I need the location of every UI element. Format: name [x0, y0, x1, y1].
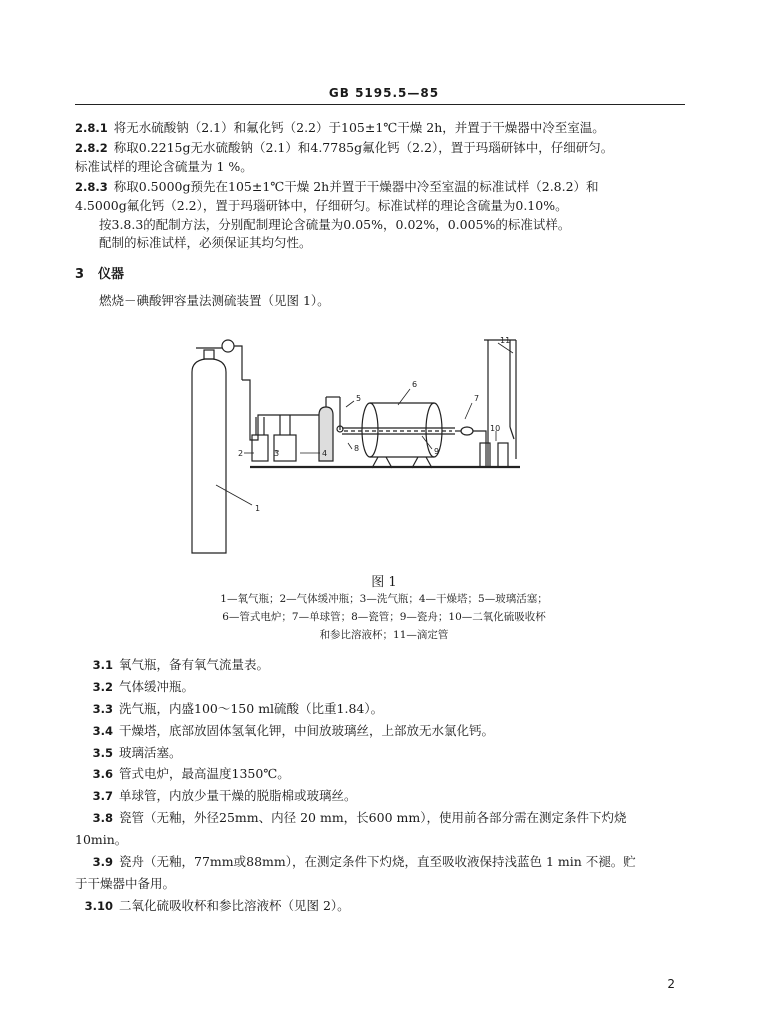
figure-title: 图 1 — [371, 575, 397, 590]
absorption-cups — [480, 443, 508, 467]
clause-text: 称取0.2215g无水硫酸钠（2.1）和4.7785g氟化钙（2.2），置于玛瑙研钵中，仔细研匀。 — [113, 140, 614, 155]
label-3: 3 — [274, 449, 280, 458]
list-item: 3.5 玻璃活塞。 — [92, 744, 182, 760]
clause-number: 2.8.1 — [75, 121, 108, 135]
paragraph-2-8-1 — [75, 119, 685, 138]
list-item: 3.7 单球管，内放少量干燥的脱脂棉或玻璃丝。 — [92, 788, 357, 804]
list-item: 3.9 瓷舟（无釉，77mm或88mm），在测定条件下灼烧，直至吸收液保持浅蓝色 1 min 不褪。贮 — [92, 853, 636, 869]
label-9: 9 — [434, 447, 440, 456]
paragraph-2-8-3 — [75, 178, 685, 253]
oxygen-cylinder — [192, 340, 242, 553]
porcelain-tube — [342, 428, 455, 434]
intro-text: 燃烧－碘酸钾容量法测硫装置（见图 1）。 — [99, 293, 330, 308]
list-item-continuation: 于干燥器中备用。 — [75, 875, 176, 891]
section-heading — [75, 265, 124, 285]
clause-number: 2.8.2 — [75, 141, 108, 155]
list-item: 3.10 二氧化硫吸收杯和参比溶液杯（见图 2）。 — [84, 897, 350, 913]
burette-stand — [484, 340, 516, 467]
list-item: 3.8 瓷管（无釉，外径25mm、内径 20 mm，长600 mm），使用前各部分需在测定条件下灼烧 — [92, 810, 627, 826]
label-6: 6 — [412, 380, 418, 389]
diagram-labels — [238, 336, 510, 513]
clause-text: 称取0.5000g预先在105±1℃干燥 2h并置于干燥器中冷至室温的标准试样（2.8.2）和 — [113, 179, 599, 194]
paragraph-extra-2: 配制的标准试样，必须保证其均匀性。 — [99, 235, 312, 251]
label-4: 4 — [322, 449, 328, 458]
page-number: 2 — [667, 977, 675, 991]
label-2: 2 — [238, 449, 244, 458]
list-item: 3.1 氧气瓶，备有氧气流量表。 — [92, 657, 270, 672]
apparatus-diagram — [180, 335, 540, 570]
label-10: 10 — [490, 424, 501, 433]
tube-furnace — [362, 403, 442, 468]
label-8: 8 — [354, 444, 360, 453]
label-5: 5 — [356, 394, 362, 403]
section-number: 3 — [75, 267, 85, 282]
paragraph-extra-1: 按3.8.3的配制方法，分别配制理论含硫量为0.05%，0.02%，0.005%的标准试样。 — [99, 216, 571, 232]
list-item-continuation: 10min。 — [75, 832, 128, 847]
list-item: 3.4 干燥塔，底部放固体氢氧化钾，中间放玻璃丝，上部放无水氯化钙。 — [92, 722, 495, 738]
figure-caption-2: 6—管式电炉；7—单球管；8—瓷管；9—瓷舟；10—二氧化硫吸收杯 — [222, 611, 546, 623]
apparatus-list — [75, 654, 685, 917]
header-rule — [75, 104, 685, 105]
clause-continuation: 4.5000g氟化钙（2.2），置于玛瑙研钵中，仔细研匀。标准试样的理论含硫量为0.10%。 — [75, 197, 568, 213]
figure-caption-1: 1—氧气瓶；2—气体缓冲瓶；3—洗气瓶；4—干燥塔；5—玻璃活塞； — [220, 593, 548, 605]
clause-number: 2.8.3 — [75, 180, 108, 194]
list-item: 3.3 洗气瓶，内盛100～150 ml硫酸（比重1.84）。 — [92, 700, 384, 716]
list-item: 3.2 气体缓冲瓶。 — [92, 678, 195, 694]
section-title: 仪器 — [98, 267, 125, 282]
gas-buffer-bottle — [252, 417, 268, 461]
clause-continuation: 标准试样的理论含硫量为 1 %。 — [75, 158, 253, 174]
label-1: 1 — [255, 504, 261, 513]
document-header: GB 5195.5—85 — [328, 86, 440, 100]
figure-caption-3: 和参比溶液杯；11—滴定管 — [319, 629, 449, 641]
list-item: 3.6 管式电炉，最高温度1350℃。 — [92, 766, 290, 782]
intro-paragraph — [75, 292, 685, 311]
clause-text: 将无水硫酸钠（2.1）和氟化钙（2.2）于105±1℃干燥 2h，并置于干燥器中冷至室温。 — [113, 120, 605, 135]
paragraph-2-8-2 — [75, 139, 685, 177]
bulb-tube — [455, 427, 486, 467]
gas-line — [242, 380, 330, 440]
label-11: 11 — [500, 336, 511, 345]
label-7: 7 — [474, 394, 480, 403]
